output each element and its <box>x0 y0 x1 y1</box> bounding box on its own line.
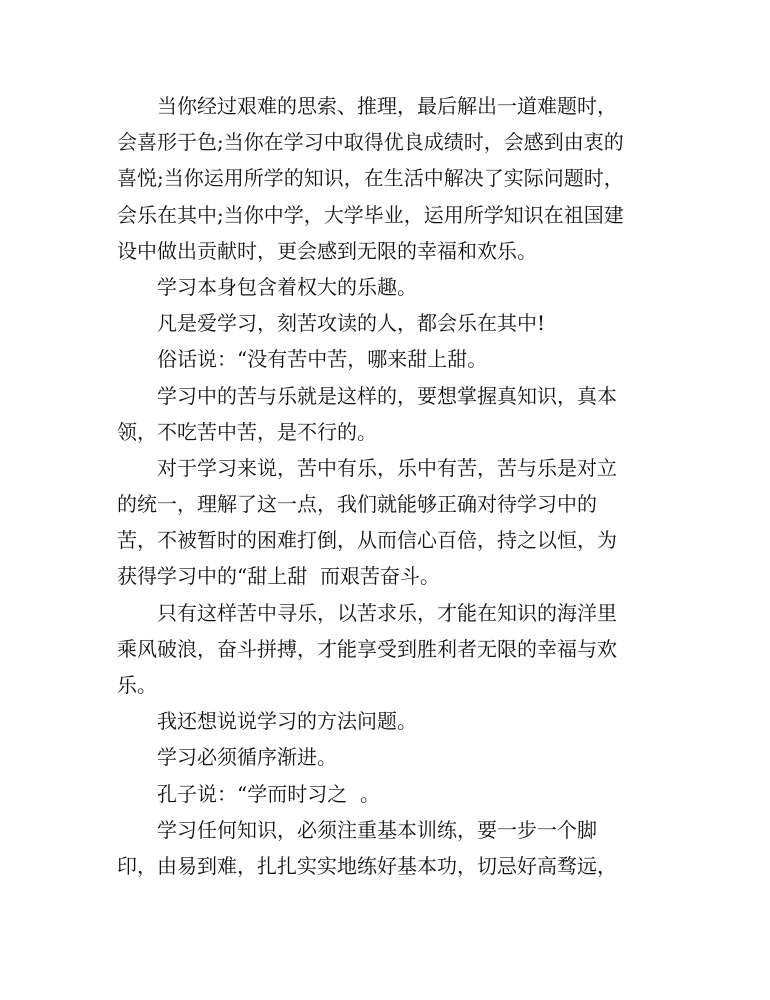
text-line: 乘风破浪，奋斗拼搏，才能享受到胜利者无限的幸福与欢 <box>117 636 617 661</box>
text-line: 印，由易到难，扎扎实实地练好基本功，切忌好高骛远， <box>117 853 617 878</box>
text-line: 只有这样苦中寻乐，以苦求乐，才能在知识的海洋里 <box>157 600 617 625</box>
text-line: 领，不吃苦中苦，是不行的。 <box>117 419 377 444</box>
text-line: 凡是爱学习，刻苦攻读的人，都会乐在其中! <box>157 311 546 336</box>
text-line: 会乐在其中;当你中学，大学毕业，运用所学知识在祖国建 <box>117 202 624 227</box>
text-line: 俗话说：“没有苦中苦，哪来甜上甜。 <box>157 347 488 372</box>
document-body <box>117 88 657 884</box>
text-line: 我还想说说学习的方法问题。 <box>157 709 417 734</box>
text-line: 会喜形于色;当你在学习中取得优良成绩时，会感到由衷的 <box>117 130 624 155</box>
text-line: 乐。 <box>117 673 157 697</box>
text-line: 设中做出贡献时，更会感到无限的幸福和欢乐。 <box>117 238 537 263</box>
text-line: 学习必须循序渐进。 <box>157 745 337 770</box>
text-line: 学习本身包含着权大的乐趣。 <box>157 274 417 299</box>
text-line: 学习中的苦与乐就是这样的，要想掌握真知识，真本 <box>157 383 617 408</box>
text-line: 喜悦;当你运用所学的知识，在生活中解决了实际问题时， <box>117 166 624 191</box>
text-line: 孔子说：“学而时习之 。 <box>157 781 380 806</box>
text-line: 学习任何知识，必须注重基本训练，要一步一个脚 <box>157 817 597 842</box>
text-line: 对于学习来说，苦中有乐，乐中有苦，苦与乐是对立 <box>157 455 617 480</box>
text-line: 获得学习中的“甜上甜 而艰苦奋斗。 <box>117 564 440 589</box>
text-line: 苦，不被暂时的困难打倒，从而信心百倍，持之以恒，为 <box>117 528 617 553</box>
text-line: 的统一，理解了这一点，我们就能够正确对待学习中的 <box>117 492 597 517</box>
text-line: 当你经过艰难的思索、推理，最后解出一道难题时， <box>157 94 617 118</box>
